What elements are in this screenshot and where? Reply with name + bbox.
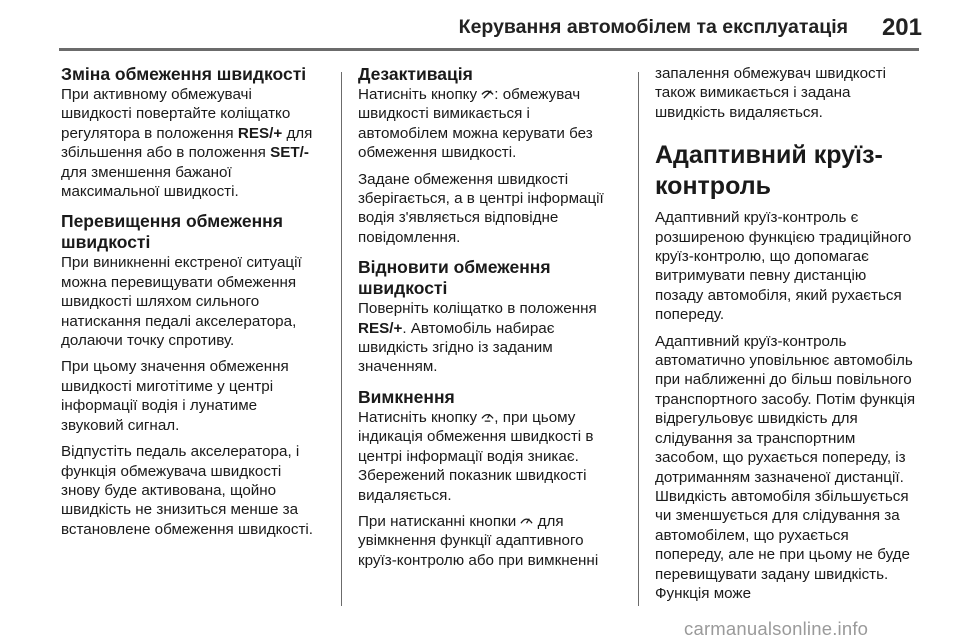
column-1: [61, 64, 323, 546]
key-res-plus: RES/+: [237, 124, 283, 142]
paragraph: Натисніть кнопку , при цьому індикація обмеження швидкості в центрі інформації водія зникає. Збережений показник швидкості видаляється.: [358, 408, 594, 504]
cruise-control-icon: [520, 514, 533, 527]
paragraph: Задане обмеження швидкості зберігається, а в центрі інформації водія з'являється відповідне повідомлення.: [358, 170, 604, 246]
heading-exceed-limit: Перевищення обмеження швидкості: [61, 211, 283, 253]
column-3: [655, 64, 917, 610]
heading-change-limit: Зміна обмеження швидкості: [61, 64, 307, 84]
speed-limiter-cancel-icon: [481, 87, 494, 100]
heading-deactivation: Дезактивація: [358, 64, 473, 84]
column-divider-1: [341, 72, 342, 606]
key-set-minus: SET/-: [270, 144, 309, 162]
heading-resume-limit: Відновити обмеження швидкості: [358, 257, 551, 299]
paragraph: Натисніть кнопку : обмежувач швидкості вимикається і автомобілем можна керувати без обмеження швидкості.: [358, 86, 593, 162]
speed-limiter-icon: [481, 410, 494, 423]
paragraph: Відпустіть педаль акселератора, і функція обмежувача швидкості знову буде активована, щойно швидкість не знизиться менше за встановлене обмеження швидкості.: [61, 443, 313, 538]
paragraph: Поверніть коліщатко в положення RES/+. Автомобіль набирає швидкість згідно із заданим значенням.: [358, 300, 597, 376]
heading-switch-off: Вимкнення: [358, 386, 455, 407]
key-res-plus: RES/+: [358, 319, 403, 337]
watermark: carmanualsonline.info: [684, 618, 869, 639]
paragraph: Адаптивний круїз-контроль автоматично уповільнює автомобіль при наближенні до більш повільного транспортного засобу. Потім функція відрегульовує швидкість для слідування за транспортним засобом, що рухається попереду, із дотриманням зазначеної дистанції. Швидкість автомобіля збільшується чи зменшується для слідування за автомобілем, що рухається попереду, але не при цьому не буде перевищувати задану швидкість. Функція може: [655, 332, 916, 602]
paragraph: При активному обмежувачі швидкості повертайте коліщатко регулятора в положення RES/+ для збільшення або в положення SET/- для зменшення бажаної максимальної швидкості.: [61, 86, 313, 201]
paragraph: При натисканні кнопки для увімкнення функції адаптивного круїз-контролю або при вимкненні: [358, 512, 599, 569]
header-title: Керування автомобілем та експлуатація: [458, 16, 848, 38]
paragraph: При виникненні екстреної ситуації можна перевищувати обмеження швидкості шляхом сильного натискання педалі акселератора, долаючи точку спротиву.: [61, 254, 302, 350]
header-rule: [59, 48, 919, 51]
paragraph: Адаптивний круїз-контроль є розширеною функцією традиційного круїз-контролю, що допомагає витримувати певну дистанцію позаду автомобіля, який рухається попереду.: [655, 209, 912, 324]
paragraph: запалення обмежувач швидкості також вимикається і задана швидкість видаляється.: [655, 65, 886, 121]
column-2: [358, 64, 620, 577]
column-divider-2: [638, 72, 639, 606]
page-header: [0, 0, 960, 48]
page-number: 201: [881, 14, 922, 41]
heading-adaptive-cruise-control: Адаптивний круїз-контроль: [655, 141, 883, 201]
paragraph: При цьому значення обмеження швидкості миготітиме у центрі інформації водія і лунатиме звуковий сигнал.: [61, 358, 289, 434]
